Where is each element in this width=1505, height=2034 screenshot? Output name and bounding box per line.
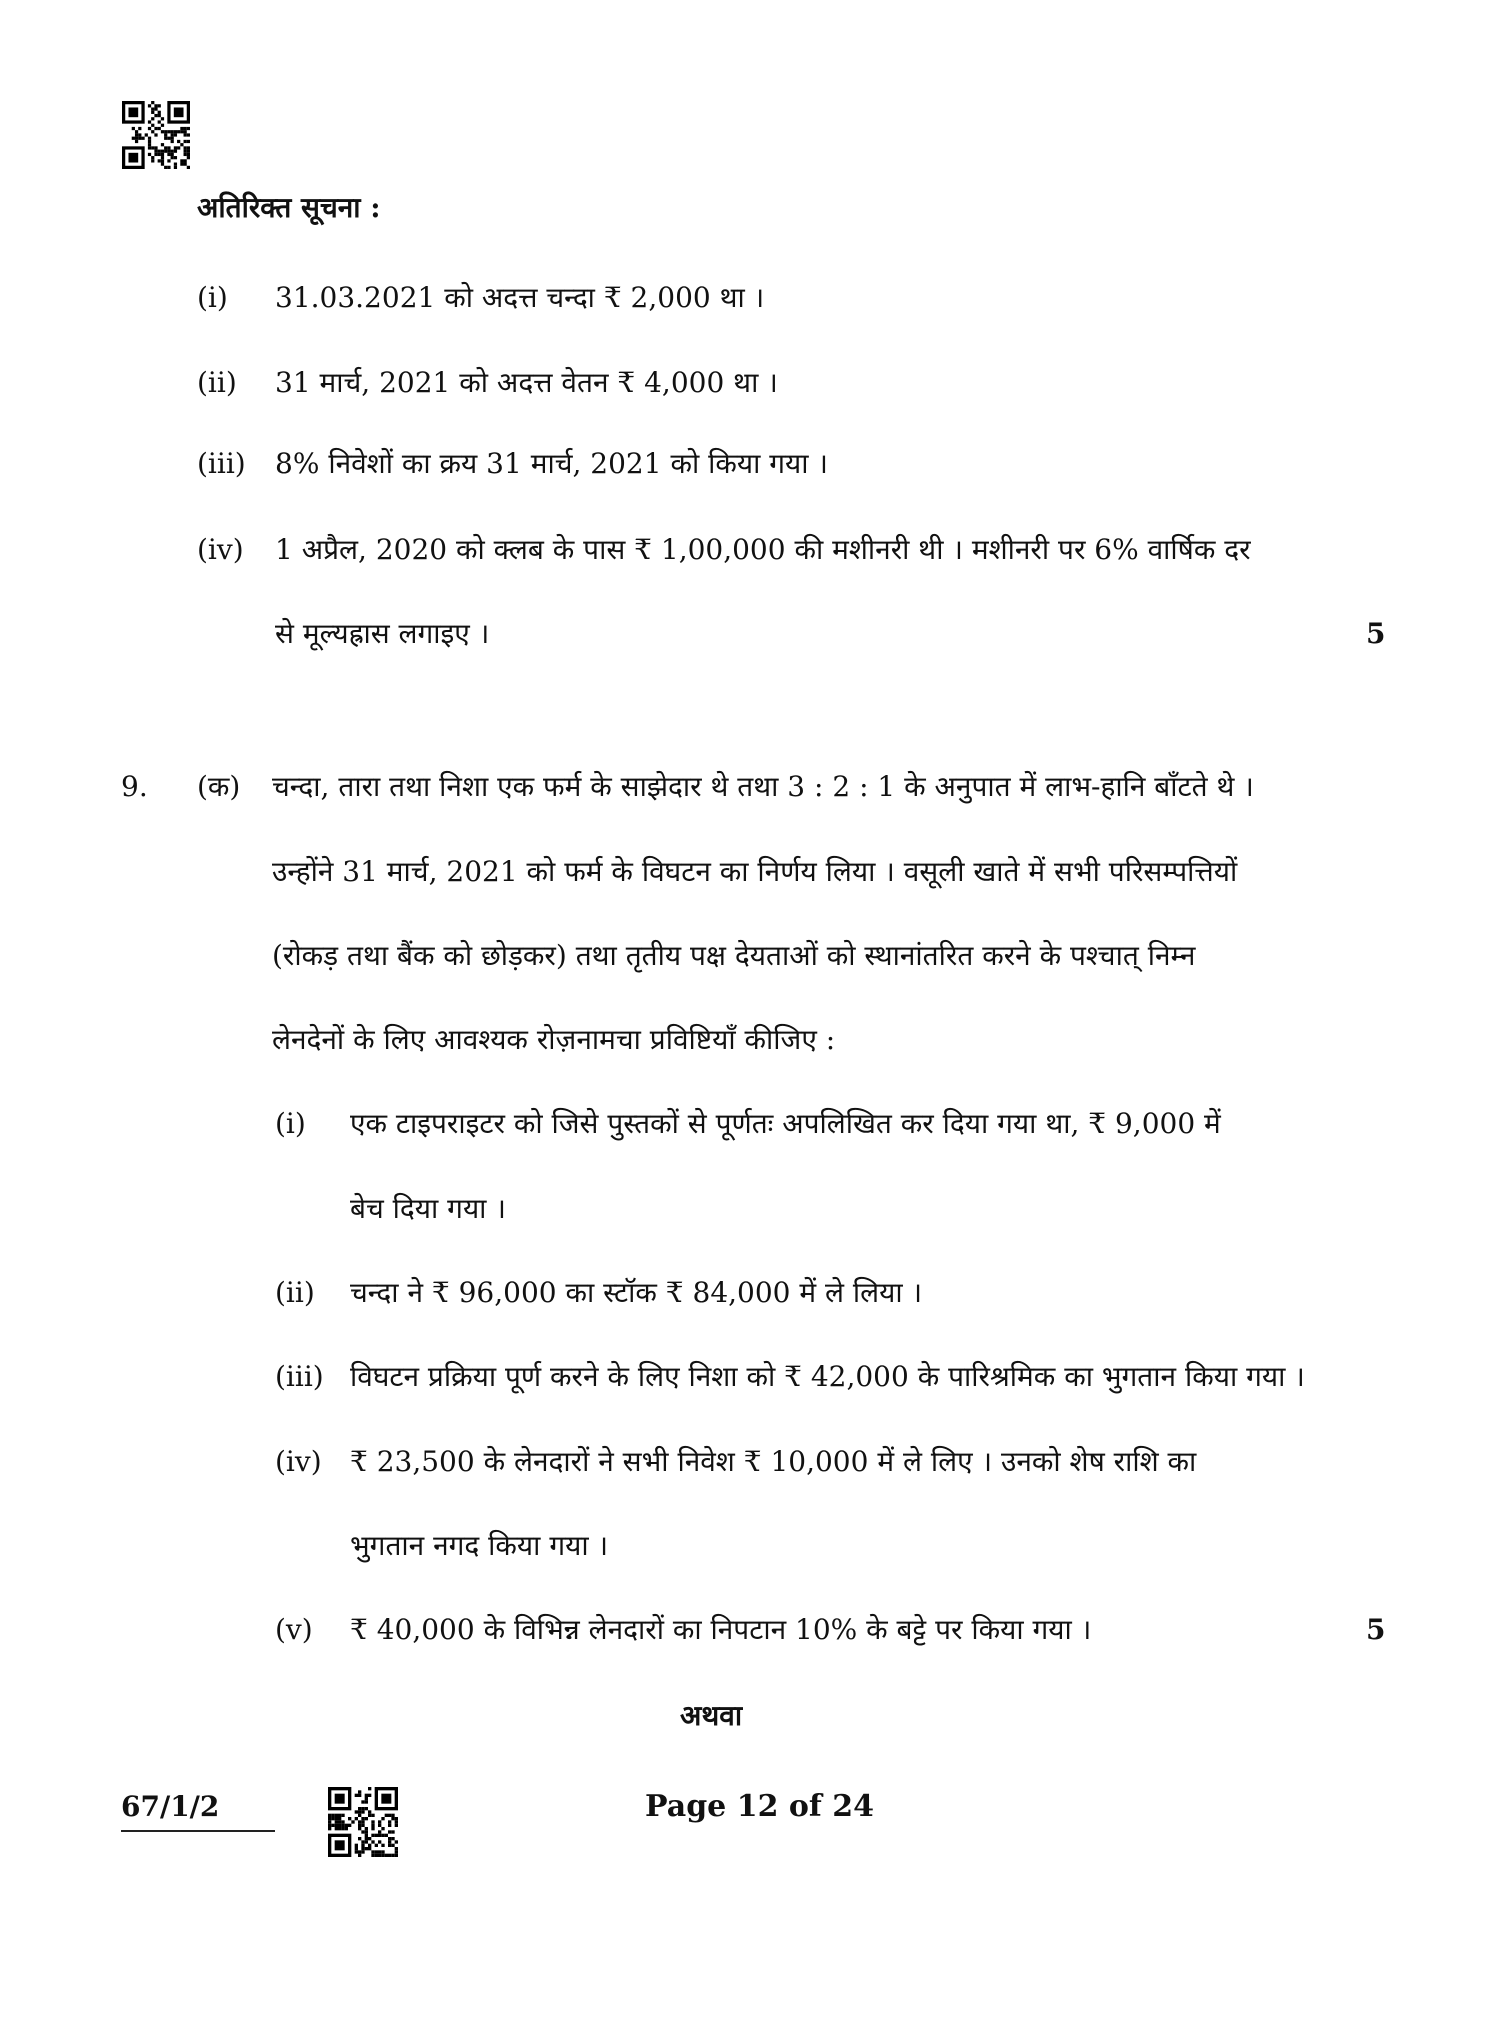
item-label: (v) — [275, 1613, 313, 1646]
info-item-label: (iv) — [197, 533, 244, 566]
qr-code-icon — [328, 1787, 398, 1857]
qr-code-icon — [121, 101, 191, 169]
info-item-label: (iii) — [197, 447, 246, 480]
info-item-text: से मूल्यह्रास लगाइए । — [275, 617, 490, 650]
item-text: बेच दिया गया । — [350, 1192, 506, 1225]
item-label: (iv) — [275, 1445, 322, 1478]
code-underline — [121, 1830, 275, 1832]
item-text: भुगतान नगद किया गया । — [350, 1529, 609, 1562]
or-label: अथवा — [680, 1699, 743, 1732]
question-text: चन्दा, तारा तथा निशा एक फर्म के साझेदार थे तथा 3 : 2 : 1 के अनुपात में लाभ-हानि बाँटते थे । — [272, 770, 1254, 803]
info-item-label: (ii) — [197, 366, 237, 399]
info-item-text: 8% निवेशों का क्रय 31 मार्च, 2021 को किया गया । — [275, 447, 829, 480]
question-number: 9. — [121, 770, 148, 803]
additional-info-title: अतिरिक्त सूचना : — [197, 191, 381, 224]
info-item-text: 31.03.2021 को अदत्त चन्दा ₹ 2,000 था । — [275, 281, 765, 314]
item-text: ₹ 40,000 के विभिन्न लेनदारों का निपटान 10% के बट्टे पर किया गया । — [350, 1613, 1092, 1646]
item-label: (ii) — [275, 1276, 315, 1309]
item-text: ₹ 23,500 के लेनदारों ने सभी निवेश ₹ 10,000 में ले लिए । उनको शेष राशि का — [350, 1445, 1197, 1478]
question-text: उन्होंने 31 मार्च, 2021 को फर्म के विघटन का निर्णय लिया । वसूली खाते में सभी परिसम्पत्तियों — [272, 855, 1238, 888]
question-part: (क) — [197, 770, 241, 803]
item-label: (i) — [275, 1107, 306, 1140]
question-text: लेनदेनों के लिए आवश्यक रोज़नामचा प्रविष्टियाँ कीजिए : — [272, 1023, 836, 1056]
marks: 5 — [1366, 1613, 1386, 1646]
item-text: एक टाइपराइटर को जिसे पुस्तकों से पूर्णतः अपलिखित कर दिया गया था, ₹ 9,000 में — [350, 1107, 1221, 1140]
item-text: विघटन प्रक्रिया पूर्ण करने के लिए निशा को ₹ 42,000 के पारिश्रमिक का भुगतान किया गया । — [350, 1360, 1305, 1393]
question-text: (रोकड़ तथा बैंक को छोड़कर) तथा तृतीय पक्ष देयताओं को स्थानांतरित करने के पश्चात् निम्न — [272, 939, 1196, 972]
info-item-label: (i) — [197, 281, 228, 314]
marks: 5 — [1366, 617, 1386, 650]
item-label: (iii) — [275, 1360, 324, 1393]
page-number: Page 12 of 24 — [645, 1789, 874, 1824]
info-item-text: 31 मार्च, 2021 को अदत्त वेतन ₹ 4,000 था । — [275, 366, 778, 399]
info-item-text: 1 अप्रैल, 2020 को क्लब के पास ₹ 1,00,000 की मशीनरी थी । मशीनरी पर 6% वार्षिक दर — [275, 533, 1251, 566]
paper-code: 67/1/2 — [121, 1790, 220, 1823]
item-text: चन्दा ने ₹ 96,000 का स्टॉक ₹ 84,000 में ले लिया । — [350, 1276, 923, 1309]
